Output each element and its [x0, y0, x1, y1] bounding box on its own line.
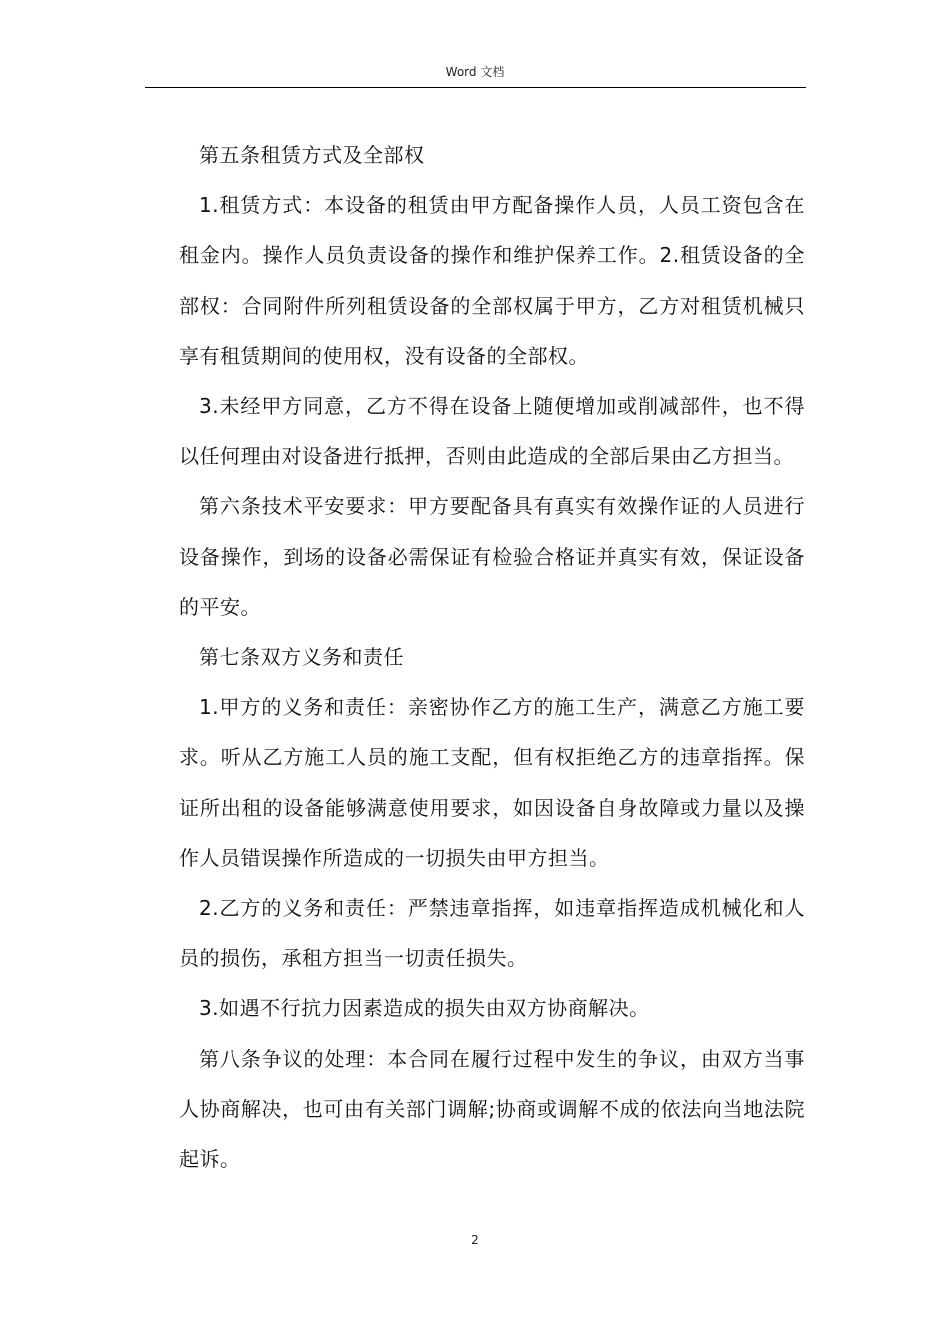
document-body: [179, 130, 805, 1184]
paragraph-article-5-heading: 第五条租赁方式及全部权: [199, 143, 425, 167]
paragraph-party-a-duties: 1.甲方的义务和责任：亲密协作乙方的施工生产，满意乙方施工要求。听从乙方施工人员的施工支配，但有权拒绝乙方的违章指挥。保证所出租的设备能够满意使用要求，如因设备自身故障或力量以及操作人员错误操作所造成的一切损失由甲方担当。: [179, 695, 805, 870]
paragraph-article-8-disputes: 第八条争议的处理：本合同在履行过程中发生的争议，由双方当事人协商解决，也可由有关部门调解;协商或调解不成的依法向当地法院起诉。: [179, 1046, 805, 1172]
header-divider: [145, 87, 806, 88]
paragraph-article-6-safety: 第六条技术平安要求：甲方要配备具有真实有效操作证的人员进行设备操作，到场的设备必需保证有检验合格证并真实有效，保证设备的平安。: [179, 494, 805, 619]
paragraph-party-b-duties: 2.乙方的义务和责任：严禁违章指挥，如违章指挥造成机械化和人员的损伤，承租方担当一切责任损失。: [179, 896, 805, 971]
paragraph-force-majeure: 3.如遇不行抗力因素造成的损失由双方协商解决。: [199, 996, 650, 1021]
page-header-title: Word 文档: [445, 65, 505, 79]
paragraph-no-modification: 3.未经甲方同意，乙方不得在设备上随便增加或削减部件，也不得以任何理由对设备进行抵押，否则由此造成的全部后果由乙方担当。: [179, 394, 805, 469]
page-number: 2: [471, 1233, 479, 1247]
paragraph-article-7-heading: 第七条双方义务和责任: [199, 645, 404, 670]
paragraph-lease-method: 1.租赁方式：本设备的租赁由甲方配备操作人员，人员工资包含在租金内。操作人员负责设备的操作和维护保养工作。2.租赁设备的全部权：合同附件所列租赁设备的全部权属于甲方，乙方对租赁机械只享有租赁期间的使用权，没有设备的全部权。: [179, 193, 805, 368]
